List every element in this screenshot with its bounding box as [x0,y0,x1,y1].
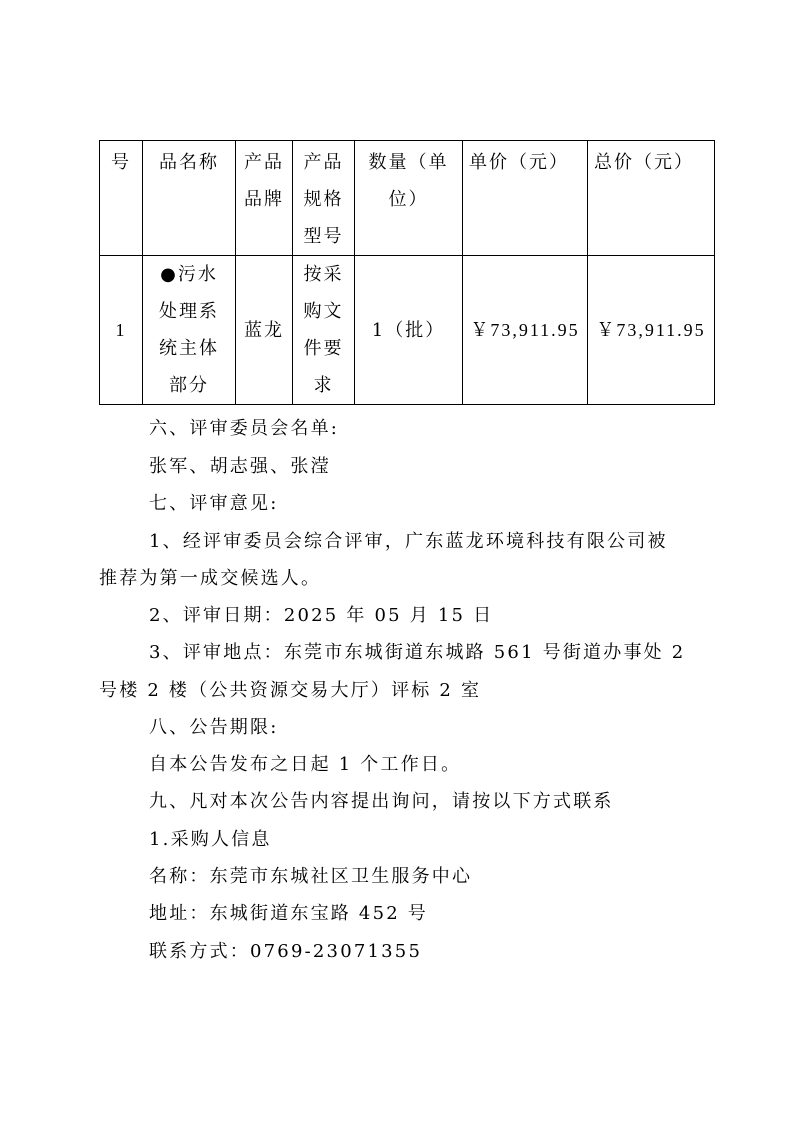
period-heading: 八、公告期限: [149,717,279,738]
purchaser-address: 地址：东城街道东宝路 452 号 [149,903,428,924]
opinion-item-3-continued: 号楼 2 楼（公共资源交易大厅）评标 2 室 [99,680,482,701]
cell-spec: 按采 购文 件要 求 [293,256,355,405]
header-name: 品名称 [143,141,236,256]
committee-heading: 六、评审委员会名单: [149,418,340,439]
purchaser-contact: 联系方式：0769-23071355 [149,941,423,962]
period-text: 自本公告发布之日起 1 个工作日。 [149,754,462,775]
cell-quantity: 1（批） [355,256,463,405]
inquiry-heading: 九、凡对本次公告内容提出询问，请按以下方式联系 [149,791,614,812]
cell-brand: 蓝龙 [236,256,293,405]
header-brand: 产品 品牌 [236,141,293,256]
opinion-item-3-location: 3、评审地点：东莞市东城街道东城路 561 号街道办事处 2 [149,642,686,663]
opinion-item-1-continued: 推荐为第一成交候选人。 [99,568,322,589]
cell-total-price: ￥73,911.95 [588,256,715,405]
items-table [99,140,715,405]
purchaser-name: 名称：东莞市东城社区卫生服务中心 [149,866,473,887]
opinion-item-2-date: 2、评审日期：2025 年 05 月 15 日 [149,605,494,626]
header-index: 号 [100,141,143,256]
cell-name: ●污水 处理系 统主体 部分 [143,256,236,405]
cell-unit-price: ￥73,911.95 [463,256,588,405]
header-spec: 产品 规格 型号 [293,141,355,256]
header-total-price: 总价（元） [588,141,715,256]
committee-members: 张军、胡志强、张滢 [149,456,331,477]
table-header-row [100,141,715,256]
purchaser-heading: 1.采购人信息 [149,829,272,850]
header-quantity: 数量（单 位） [355,141,463,256]
cell-index: 1 [100,256,143,405]
table-row [100,256,715,405]
opinion-heading: 七、评审意见: [149,493,279,514]
header-unit-price: 单价（元） [463,141,588,256]
opinion-item-1: 1、经评审委员会综合评审，广东蓝龙环境科技有限公司被 [149,531,668,552]
